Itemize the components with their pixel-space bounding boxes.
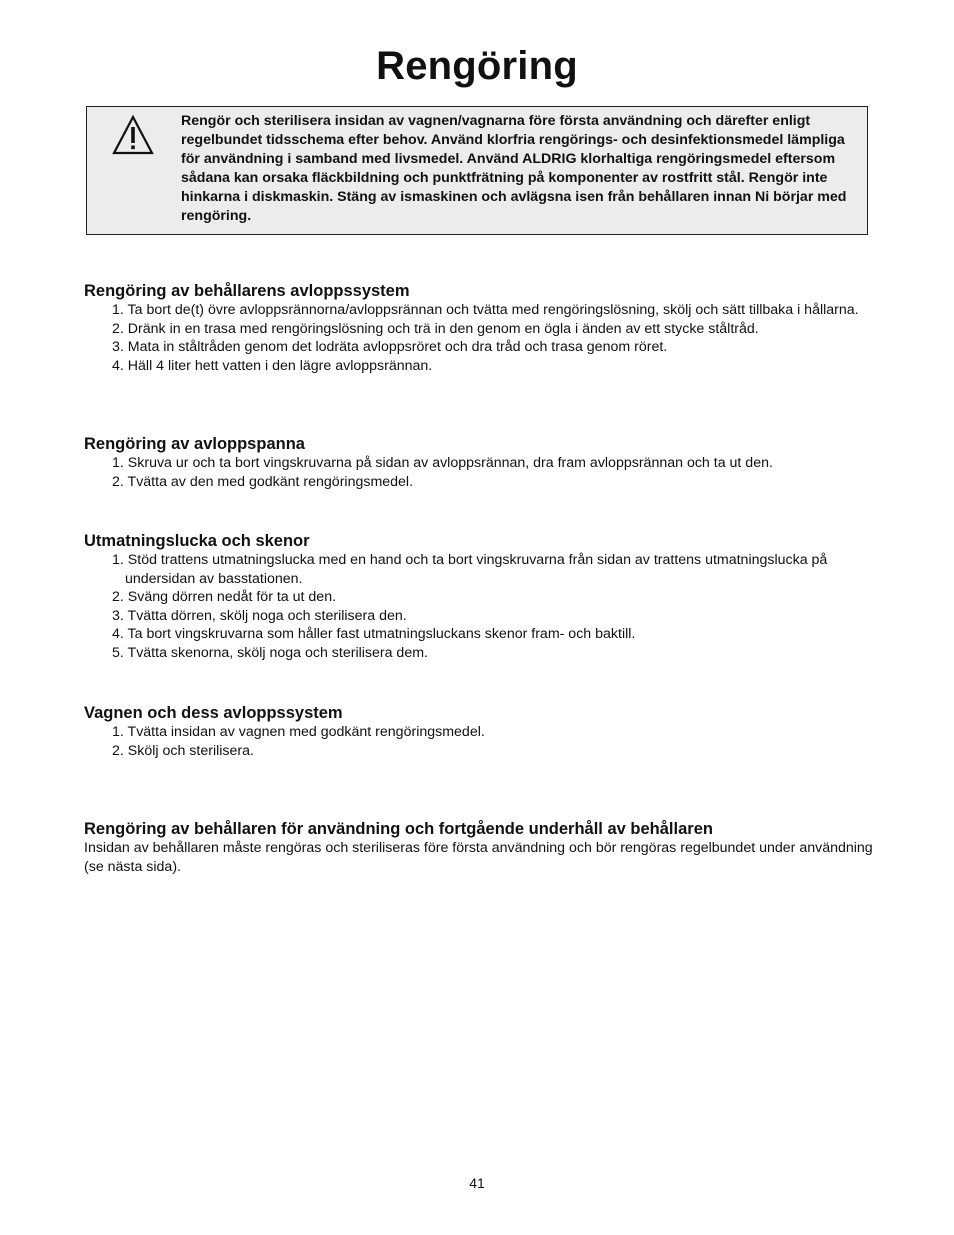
section-heading: Rengöring av behållarens avloppssystem [84,282,410,300]
page-number: 41 [469,1175,485,1191]
list-item: 1. Skruva ur och ta bort vingskruvarna på sidan av avloppsrännan, dra fram avloppsrännan och ta ut den. [112,455,773,471]
section-bin-maintenance [84,819,884,876]
list-item: 3. Tvätta dörren, skölj noga och sterilisera den. [112,607,407,624]
warning-text: Rengör och sterilisera insidan av vagnen/vagnarna före första användning och därefter enligt regelbundet tidsschema efter behov. Använd klorfria rengörings- och desinfektionsmedel lämpliga för användning i samband med livsmedel. Använd ALDRIG klorhaltiga rengöringsmedel eftersom sådana kan orsaka fläckbildning och punktfrätning på komponenter av rostfritt stål. Rengör inte hinkarna i diskmaskin. Stäng av ismaskinen och avlägsna isen från behållaren innan Ni börjar med rengöring. [181,113,847,224]
list-item: 2. Skölj och sterilisera. [112,742,254,759]
warning-box [86,106,868,235]
list-item: 2. Dränk in en trasa med rengöringslösning och trä in den genom en ögla i änden av ett stycke ståltråd. [112,320,759,337]
section-heading: Rengöring av behållaren för användning och fortgående underhåll av behållaren [84,820,713,838]
section-paragraph: Insidan av behållaren måste rengöras och steriliseras före första användning och bör rengöras regelbundet under användning (se nästa sida). [84,840,873,875]
list-item: 1. Tvätta insidan av vagnen med godkänt rengöringsmedel. [112,724,485,740]
list-item: 2. Tvätta av den med godkänt rengöringsmedel. [112,473,414,490]
section-drain-pan [84,434,884,491]
page-title: Rengöring [376,44,578,88]
section-dispense-door [84,531,884,663]
list-item: 2. Sväng dörren nedåt för ta ut den. [112,589,337,606]
section-drain-system [84,281,884,375]
section-cart-drain [84,703,884,760]
section-heading: Utmatningslucka och skenor [84,532,310,550]
warning-triangle-icon [112,115,154,155]
list-item: 5. Tvätta skenorna, skölj noga och sterilisera dem. [112,644,428,661]
section-heading: Rengöring av avloppspanna [84,435,305,453]
list-item: 4. Häll 4 liter hett vatten i den lägre avloppsrännan. [112,357,433,374]
list-item: 4. Ta bort vingskruvarna som håller fast utmatningsluckans skenor fram- och baktill. [112,626,636,643]
list-item: 1. Stöd trattens utmatningslucka med en hand och ta bort vingskruvarna från sidan av trattens utmatningslucka på undersidan av basstationen. [112,552,828,587]
list-item: 3. Mata in ståltråden genom det lodräta avloppsröret och dra tråd och trasa genom röret. [112,339,668,356]
section-heading: Vagnen och dess avloppssystem [84,704,343,722]
list-item: 1. Ta bort de(t) övre avloppsrännorna/avloppsrännan och tvätta med rengöringslösning, skölj och sätt tillbaka i hållarna. [112,302,859,318]
